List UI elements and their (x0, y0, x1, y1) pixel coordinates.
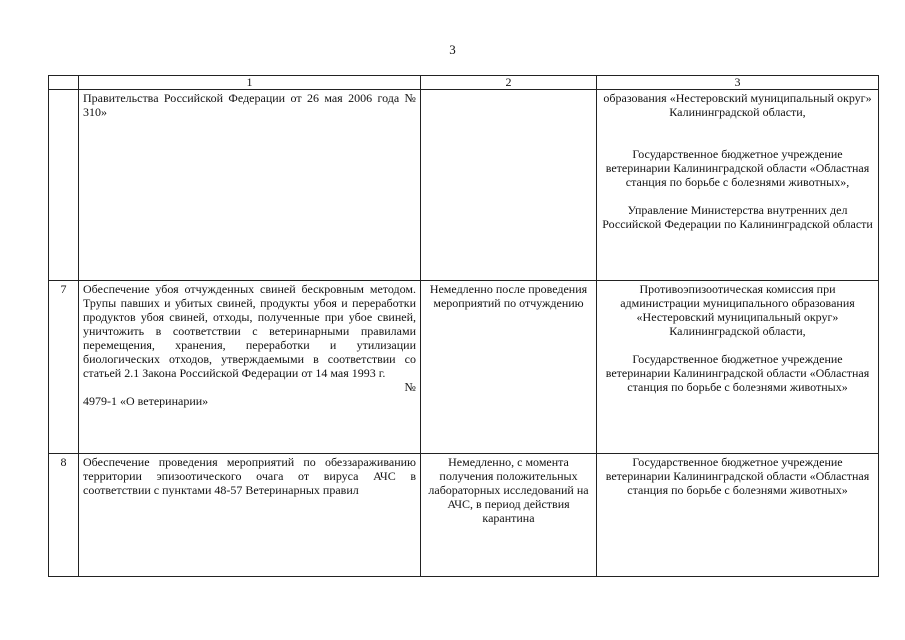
row-number: 8 (49, 454, 79, 577)
deadline-text (421, 90, 597, 281)
table-header-row (49, 76, 879, 90)
number-sign: № (404, 380, 416, 394)
measure-paragraph: Обеспечение убоя отчужденных свиней бескровным методом. Трупы павших и убитых свиней, продукты убоя и переработки продуктов убоя свиней, отходы, полученные при убое свиней, уничтожить в соответствии с ветеринарными правилами перемещения, хранения, переработки и утилизации биологических отходов, утверждаемыми в соответствии со статьей 2.1 Закона Российской Федерации от 14 мая 1993 г. (83, 282, 416, 380)
responsible-paragraph: Государственное бюджетное учреждение ветеринарии Калининградской области «Областная станция по борьбе с болезнями животных», (605, 147, 870, 189)
table-row (49, 90, 879, 281)
responsible-text (597, 281, 879, 454)
header-cell-num (49, 76, 79, 90)
row-number (49, 90, 79, 281)
responsible-text (597, 454, 879, 577)
header-cell-1: 1 (79, 76, 421, 90)
measure-text (79, 281, 421, 454)
responsible-paragraph: образования «Нестеровский муниципальный округ» Калининградской области, (603, 91, 872, 119)
measure-text: Правительства Российской Федерации от 26 мая 2006 года № 310» (79, 90, 421, 281)
responsible-paragraph: Государственное бюджетное учреждение ветеринарии Калининградской области «Областная станция по борьбе с болезнями животных» (605, 352, 870, 394)
measure-line-break (83, 380, 416, 394)
measure-last-line: 4979-1 «О ветеринарии» (83, 394, 209, 408)
page-number: 3 (449, 42, 456, 57)
table-row (49, 454, 879, 577)
deadline-text: Немедленно, с момента получения положительных лабораторных исследований на АЧС, в период действия карантина (421, 454, 597, 577)
responsible-paragraph: Противоэпизоотическая комиссия при администрации муниципального образования «Нестеровский муниципальный округ» Калининградской области, (620, 282, 855, 338)
responsible-paragraph: Государственное бюджетное учреждение ветеринарии Калининградской области «Областная станция по борьбе с болезнями животных» (605, 455, 870, 497)
measure-text: Обеспечение проведения мероприятий по обеззараживанию территории эпизоотического очага от вируса АЧС в соответствии с пунктами 48-57 Ветеринарных правил (79, 454, 421, 577)
row-number: 7 (49, 281, 79, 454)
deadline-text: Немедленно после проведения мероприятий по отчуждению (421, 281, 597, 454)
header-cell-2: 2 (421, 76, 597, 90)
responsible-paragraph: Управление Министерства внутренних дел Российской Федерации по Калининградской области (602, 203, 873, 231)
measures-table (48, 75, 879, 577)
table-row (49, 281, 879, 454)
header-cell-3: 3 (597, 76, 879, 90)
responsible-text (597, 90, 879, 281)
